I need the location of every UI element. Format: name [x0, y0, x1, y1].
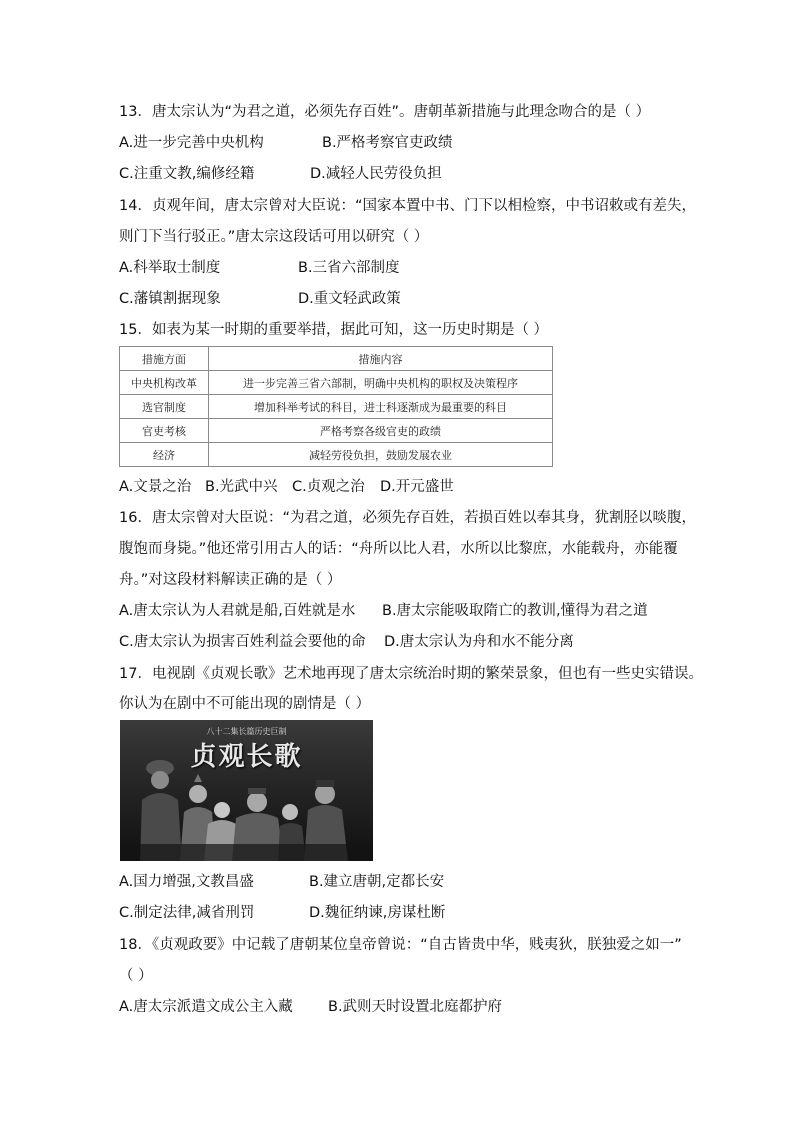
- table-header-cell: 措施方面: [120, 347, 209, 371]
- q16-stem-line-2: 腹饱而身毙。”他还常引用古人的话：“舟所以比人君，水所以比黎庶，水能载舟，亦能覆: [119, 541, 678, 557]
- q13-option-d[interactable]: D.减轻人民劳役负担: [310, 166, 442, 182]
- q18-option-a[interactable]: A.唐太宗派遣文成公主入藏: [119, 999, 293, 1015]
- table-row: [120, 395, 553, 419]
- q16-option-b[interactable]: B.唐太宗能吸取隋亡的教训,懂得为君之道: [382, 603, 648, 619]
- q17-stem-line-1: 17．电视剧《贞观长歌》艺术地再现了唐太宗统治时期的繁荣景象，但也有一些史实错误。: [119, 666, 703, 682]
- q13-option-a[interactable]: A.进一步完善中央机构: [119, 135, 264, 151]
- q18-option-b[interactable]: B.武则天时设置北庭都护府: [328, 999, 503, 1015]
- table-header-cell: 措施内容: [209, 347, 553, 371]
- q15-option-d[interactable]: D.开元盛世: [380, 479, 454, 495]
- table-row: [120, 443, 553, 467]
- table-row: [120, 371, 553, 395]
- q17-option-c[interactable]: C.制定法律,减省刑罚: [119, 905, 255, 921]
- q13-option-c[interactable]: C.注重文教,编修经籍: [119, 166, 255, 182]
- poster-banner: 八十二集长篇历史巨制: [206, 727, 287, 736]
- q16-stem-line-1: 16．唐太宗曾对大臣说：“为君之道，必须先存百姓，若损百姓以奉其身，犹割胫以啖腹，: [119, 510, 696, 526]
- q14-option-b[interactable]: B.三省六部制度: [298, 260, 400, 276]
- q17-option-b[interactable]: B.建立唐朝,定都长安: [309, 874, 445, 890]
- table-cell: 中央机构改革: [120, 371, 209, 395]
- poster-figures: [120, 720, 373, 861]
- q13-option-b[interactable]: B.严格考察官吏政绩: [322, 135, 453, 151]
- q18-stem-line-2: （ ）: [119, 968, 153, 984]
- table-row: [120, 419, 553, 443]
- q15-stem: 15．如表为某一时期的重要举措，据此可知，这一历史时期是（ ）: [119, 322, 549, 338]
- table-cell: 进一步完善三省六部制，明确中央机构的职权及决策程序: [209, 371, 553, 395]
- q14-option-a[interactable]: A.科举取士制度: [119, 260, 221, 276]
- table-cell: 经济: [120, 443, 209, 467]
- q15-measures-table: [119, 346, 553, 467]
- q16-option-d[interactable]: D.唐太宗认为舟和水不能分离: [384, 634, 574, 650]
- q16-stem-line-3: 舟。”对这段材料解读正确的是（ ）: [119, 572, 342, 588]
- table-cell: 选官制度: [120, 395, 209, 419]
- q15-option-c[interactable]: C.贞观之治: [292, 479, 365, 495]
- q17-stem-line-2: 你认为在剧中不可能出现的剧情是（ ）: [119, 696, 371, 712]
- table-header-row: [120, 347, 553, 371]
- table-cell: 减轻劳役负担，鼓励发展农业: [209, 443, 553, 467]
- q15-option-a[interactable]: A.文景之治: [119, 479, 192, 495]
- q16-option-c[interactable]: C.唐太宗认为损害百姓利益会要他的命: [119, 634, 366, 650]
- q14-option-d[interactable]: D.重文轻武政策: [298, 291, 401, 307]
- q17-option-a[interactable]: A.国力增强,文教昌盛: [119, 874, 254, 890]
- q17-option-d[interactable]: D.魏征纳谏,房谋杜断: [309, 905, 446, 921]
- q16-option-a[interactable]: A.唐太宗认为人君就是船,百姓就是水: [119, 603, 356, 619]
- poster-title: 贞观长歌: [190, 742, 303, 772]
- q14-stem-line-2: 则门下当行驳正。”唐太宗这段话可用以研究（ ）: [119, 229, 429, 245]
- tv-drama-poster: [120, 720, 373, 861]
- q14-option-c[interactable]: C.藩镇割据现象: [119, 291, 221, 307]
- q15-option-b[interactable]: B.光武中兴: [205, 479, 278, 495]
- q13-stem: 13．唐太宗认为“为君之道，必须先存百姓”。唐朝革新措施与此理念吻合的是（ ）: [119, 104, 651, 120]
- q18-stem-line-1: 18．《贞观政要》中记载了唐朝某位皇帝曾说：“自古皆贵中华，贱夷狄，朕独爱之如一”: [119, 937, 682, 953]
- q14-stem-line-1: 14．贞观年间，唐太宗曾对大臣说：“国家本置中书、门下以相检察，中书诏敕或有差失，: [119, 198, 696, 214]
- table-cell: 官吏考核: [120, 419, 209, 443]
- table-cell: 增加科举考试的科目，进士科逐渐成为最重要的科目: [209, 395, 553, 419]
- table-cell: 严格考察各级官吏的政绩: [209, 419, 553, 443]
